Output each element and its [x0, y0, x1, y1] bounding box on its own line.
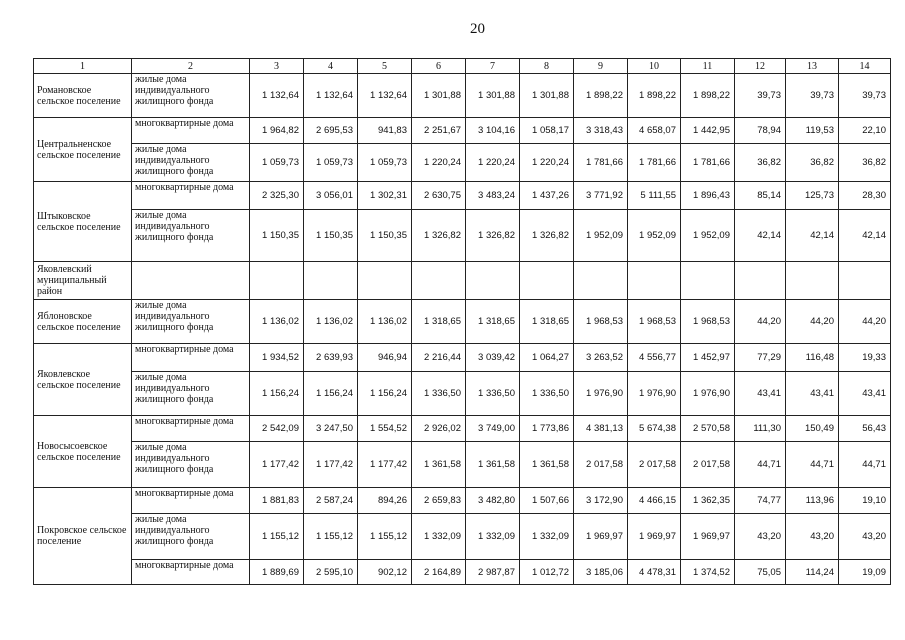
value-cell: 2 695,53 [304, 118, 358, 144]
value-cell: 1 132,64 [250, 74, 304, 118]
value-cell: 116,48 [786, 344, 839, 372]
table-row [34, 144, 891, 182]
value-cell: 1 332,09 [466, 514, 520, 560]
housing-type-cell: жилые дома индивидуального жилищного фонда [132, 372, 250, 416]
value-cell: 1 059,73 [358, 144, 412, 182]
value-cell: 1 156,24 [358, 372, 412, 416]
value-cell: 1 781,66 [681, 144, 735, 182]
value-cell: 2 017,58 [574, 442, 628, 488]
value-cell: 4 466,15 [628, 488, 681, 514]
column-header-9: 9 [574, 59, 628, 74]
value-cell: 3 172,90 [574, 488, 628, 514]
value-cell: 1 976,90 [681, 372, 735, 416]
column-header-3: 3 [250, 59, 304, 74]
value-cell: 1 976,90 [628, 372, 681, 416]
value-cell: 1 952,09 [574, 210, 628, 262]
value-cell [628, 262, 681, 300]
value-cell [839, 262, 891, 300]
value-cell: 2 639,93 [304, 344, 358, 372]
territory-cell: Яблоновское сельское поселение [34, 300, 132, 344]
housing-type-cell: многоквартирные дома [132, 182, 250, 210]
value-cell: 1 968,53 [681, 300, 735, 344]
value-cell: 3 056,01 [304, 182, 358, 210]
value-cell: 1 881,83 [250, 488, 304, 514]
value-cell: 1 507,66 [520, 488, 574, 514]
value-cell: 2 216,44 [412, 344, 466, 372]
value-cell [412, 262, 466, 300]
value-cell: 28,30 [839, 182, 891, 210]
column-header-2: 2 [132, 59, 250, 74]
column-header-11: 11 [681, 59, 735, 74]
value-cell: 1 332,09 [520, 514, 574, 560]
value-cell [786, 262, 839, 300]
value-cell: 1 968,53 [574, 300, 628, 344]
housing-type-cell: многоквартирные дома [132, 560, 250, 585]
value-cell: 1 302,31 [358, 182, 412, 210]
housing-type-cell: жилые дома индивидуального жилищного фонда [132, 514, 250, 560]
value-cell: 1 301,88 [520, 74, 574, 118]
value-cell [358, 262, 412, 300]
value-cell: 1 896,43 [681, 182, 735, 210]
value-cell: 2 595,10 [304, 560, 358, 585]
value-cell: 1 781,66 [628, 144, 681, 182]
value-cell: 119,53 [786, 118, 839, 144]
value-cell: 1 136,02 [304, 300, 358, 344]
housing-type-cell: многоквартирные дома [132, 416, 250, 442]
value-cell: 2 570,58 [681, 416, 735, 442]
value-cell: 44,20 [839, 300, 891, 344]
value-cell: 902,12 [358, 560, 412, 585]
territory-cell: Новосысоевское сельское поселение [34, 416, 132, 488]
value-cell: 1 437,26 [520, 182, 574, 210]
value-cell: 1 301,88 [466, 74, 520, 118]
value-cell: 1 964,82 [250, 118, 304, 144]
value-cell: 3 263,52 [574, 344, 628, 372]
value-cell: 1 773,86 [520, 416, 574, 442]
value-cell: 2 017,58 [681, 442, 735, 488]
value-cell: 19,33 [839, 344, 891, 372]
value-cell: 43,20 [839, 514, 891, 560]
value-cell: 44,20 [786, 300, 839, 344]
value-cell: 5 674,38 [628, 416, 681, 442]
value-cell: 2 017,58 [628, 442, 681, 488]
value-cell [735, 262, 786, 300]
table-row [34, 262, 891, 300]
value-cell: 1 361,58 [520, 442, 574, 488]
value-cell: 1 952,09 [681, 210, 735, 262]
value-cell: 1 554,52 [358, 416, 412, 442]
value-cell: 1 969,97 [681, 514, 735, 560]
value-cell: 2 325,30 [250, 182, 304, 210]
value-cell: 1 177,42 [250, 442, 304, 488]
value-cell: 1 374,52 [681, 560, 735, 585]
value-cell: 74,77 [735, 488, 786, 514]
value-cell: 36,82 [839, 144, 891, 182]
territory-cell: Центральненское сельское поселение [34, 118, 132, 182]
table-row [34, 182, 891, 210]
value-cell: 77,29 [735, 344, 786, 372]
value-cell: 2 659,83 [412, 488, 466, 514]
housing-type-cell: многоквартирные дома [132, 118, 250, 144]
value-cell: 1 220,24 [466, 144, 520, 182]
value-cell: 43,20 [735, 514, 786, 560]
value-cell: 3 482,80 [466, 488, 520, 514]
value-cell: 1 362,35 [681, 488, 735, 514]
value-cell: 4 658,07 [628, 118, 681, 144]
value-cell: 2 587,24 [304, 488, 358, 514]
value-cell: 111,30 [735, 416, 786, 442]
value-cell: 1 336,50 [412, 372, 466, 416]
housing-type-cell: жилые дома индивидуального жилищного фонда [132, 144, 250, 182]
value-cell: 43,41 [786, 372, 839, 416]
value-cell: 1 969,97 [628, 514, 681, 560]
value-cell: 1 318,65 [466, 300, 520, 344]
value-cell: 2 926,02 [412, 416, 466, 442]
value-cell: 1 452,97 [681, 344, 735, 372]
value-cell: 2 251,67 [412, 118, 466, 144]
value-cell: 39,73 [786, 74, 839, 118]
value-cell: 946,94 [358, 344, 412, 372]
value-cell: 4 556,77 [628, 344, 681, 372]
value-cell: 941,83 [358, 118, 412, 144]
table-row [34, 488, 891, 514]
value-cell: 113,96 [786, 488, 839, 514]
value-cell [520, 262, 574, 300]
value-cell: 3 104,16 [466, 118, 520, 144]
value-cell: 1 220,24 [412, 144, 466, 182]
table-row [34, 210, 891, 262]
value-cell: 3 318,43 [574, 118, 628, 144]
value-cell: 44,71 [839, 442, 891, 488]
column-header-8: 8 [520, 59, 574, 74]
table-row [34, 514, 891, 560]
table-row [34, 560, 891, 585]
value-cell: 1 059,73 [304, 144, 358, 182]
territory-cell: Покровское сельское поселение [34, 488, 132, 585]
value-cell: 2 542,09 [250, 416, 304, 442]
housing-type-cell: жилые дома индивидуального жилищного фонда [132, 442, 250, 488]
value-cell: 1 150,35 [304, 210, 358, 262]
territory-cell: Яковлевское сельское поселение [34, 344, 132, 416]
column-header-14: 14 [839, 59, 891, 74]
value-cell: 1 898,22 [681, 74, 735, 118]
value-cell: 39,73 [839, 74, 891, 118]
value-cell: 1 132,64 [358, 74, 412, 118]
housing-type-cell: жилые дома индивидуального жилищного фонда [132, 74, 250, 118]
column-header-10: 10 [628, 59, 681, 74]
value-cell: 1 318,65 [412, 300, 466, 344]
value-cell [304, 262, 358, 300]
value-cell: 4 381,13 [574, 416, 628, 442]
column-header-7: 7 [466, 59, 520, 74]
value-cell: 3 749,00 [466, 416, 520, 442]
value-cell: 43,20 [786, 514, 839, 560]
value-cell: 2 630,75 [412, 182, 466, 210]
column-header-6: 6 [412, 59, 466, 74]
value-cell: 1 976,90 [574, 372, 628, 416]
value-cell: 1 968,53 [628, 300, 681, 344]
value-cell: 1 058,17 [520, 118, 574, 144]
value-cell: 1 136,02 [250, 300, 304, 344]
value-cell: 2 164,89 [412, 560, 466, 585]
value-cell: 1 150,35 [358, 210, 412, 262]
housing-type-cell [132, 262, 250, 300]
column-header-4: 4 [304, 59, 358, 74]
table-row [34, 372, 891, 416]
value-cell: 1 156,24 [250, 372, 304, 416]
value-cell: 39,73 [735, 74, 786, 118]
value-cell: 1 336,50 [520, 372, 574, 416]
value-cell: 4 478,31 [628, 560, 681, 585]
value-cell: 1 156,24 [304, 372, 358, 416]
table-row [34, 300, 891, 344]
value-cell: 1 332,09 [412, 514, 466, 560]
column-header-5: 5 [358, 59, 412, 74]
value-cell: 1 969,97 [574, 514, 628, 560]
housing-type-cell: многоквартирные дома [132, 344, 250, 372]
value-cell: 125,73 [786, 182, 839, 210]
value-cell: 42,14 [786, 210, 839, 262]
value-cell: 42,14 [735, 210, 786, 262]
value-cell: 1 150,35 [250, 210, 304, 262]
table-row [34, 442, 891, 488]
value-cell: 150,49 [786, 416, 839, 442]
header-row [34, 59, 891, 74]
value-cell [466, 262, 520, 300]
table-row [34, 344, 891, 372]
housing-type-cell: жилые дома индивидуального жилищного фонда [132, 300, 250, 344]
value-cell: 5 111,55 [628, 182, 681, 210]
value-cell: 1 889,69 [250, 560, 304, 585]
value-cell: 1 934,52 [250, 344, 304, 372]
housing-type-cell: многоквартирные дома [132, 488, 250, 514]
value-cell: 1 177,42 [304, 442, 358, 488]
value-cell: 43,41 [839, 372, 891, 416]
value-cell: 43,41 [735, 372, 786, 416]
table-body [34, 59, 891, 585]
value-cell: 114,24 [786, 560, 839, 585]
territory-cell: Штыковское сельское поселение [34, 182, 132, 262]
value-cell: 1 155,12 [304, 514, 358, 560]
value-cell: 3 039,42 [466, 344, 520, 372]
value-cell: 1 155,12 [250, 514, 304, 560]
value-cell: 1 136,02 [358, 300, 412, 344]
value-cell: 44,20 [735, 300, 786, 344]
value-cell [574, 262, 628, 300]
value-cell: 36,82 [735, 144, 786, 182]
table-row [34, 416, 891, 442]
value-cell: 1 361,58 [466, 442, 520, 488]
value-cell [250, 262, 304, 300]
value-cell: 56,43 [839, 416, 891, 442]
value-cell: 44,71 [735, 442, 786, 488]
value-cell: 1 318,65 [520, 300, 574, 344]
territory-cell: Яковлевский муниципальный район [34, 262, 132, 300]
table-row [34, 74, 891, 118]
value-cell: 1 220,24 [520, 144, 574, 182]
value-cell: 44,71 [786, 442, 839, 488]
value-cell: 1 898,22 [574, 74, 628, 118]
value-cell: 85,14 [735, 182, 786, 210]
column-header-12: 12 [735, 59, 786, 74]
value-cell: 3 247,50 [304, 416, 358, 442]
page-number: 20 [470, 21, 485, 37]
value-cell: 1 326,82 [412, 210, 466, 262]
value-cell: 3 771,92 [574, 182, 628, 210]
value-cell: 1 059,73 [250, 144, 304, 182]
value-cell: 42,14 [839, 210, 891, 262]
value-cell: 78,94 [735, 118, 786, 144]
value-cell: 1 442,95 [681, 118, 735, 144]
value-cell: 1 012,72 [520, 560, 574, 585]
value-cell: 1 301,88 [412, 74, 466, 118]
column-header-13: 13 [786, 59, 839, 74]
value-cell: 1 781,66 [574, 144, 628, 182]
value-cell [681, 262, 735, 300]
value-cell: 1 177,42 [358, 442, 412, 488]
value-cell: 19,09 [839, 560, 891, 585]
value-cell: 3 185,06 [574, 560, 628, 585]
column-header-1: 1 [34, 59, 132, 74]
value-cell: 2 987,87 [466, 560, 520, 585]
value-cell: 894,26 [358, 488, 412, 514]
value-cell: 1 898,22 [628, 74, 681, 118]
value-cell: 22,10 [839, 118, 891, 144]
value-cell: 36,82 [786, 144, 839, 182]
value-cell: 1 064,27 [520, 344, 574, 372]
value-cell: 1 326,82 [520, 210, 574, 262]
value-cell: 1 361,58 [412, 442, 466, 488]
territory-cell: Романовское сельское поселение [34, 74, 132, 118]
value-cell: 1 326,82 [466, 210, 520, 262]
value-cell: 1 952,09 [628, 210, 681, 262]
value-cell: 1 132,64 [304, 74, 358, 118]
value-cell: 19,10 [839, 488, 891, 514]
table-row [34, 118, 891, 144]
value-cell: 75,05 [735, 560, 786, 585]
housing-type-cell: жилые дома индивидуального жилищного фонда [132, 210, 250, 262]
value-cell: 1 155,12 [358, 514, 412, 560]
value-cell: 3 483,24 [466, 182, 520, 210]
value-cell: 1 336,50 [466, 372, 520, 416]
tariff-table [33, 58, 891, 585]
